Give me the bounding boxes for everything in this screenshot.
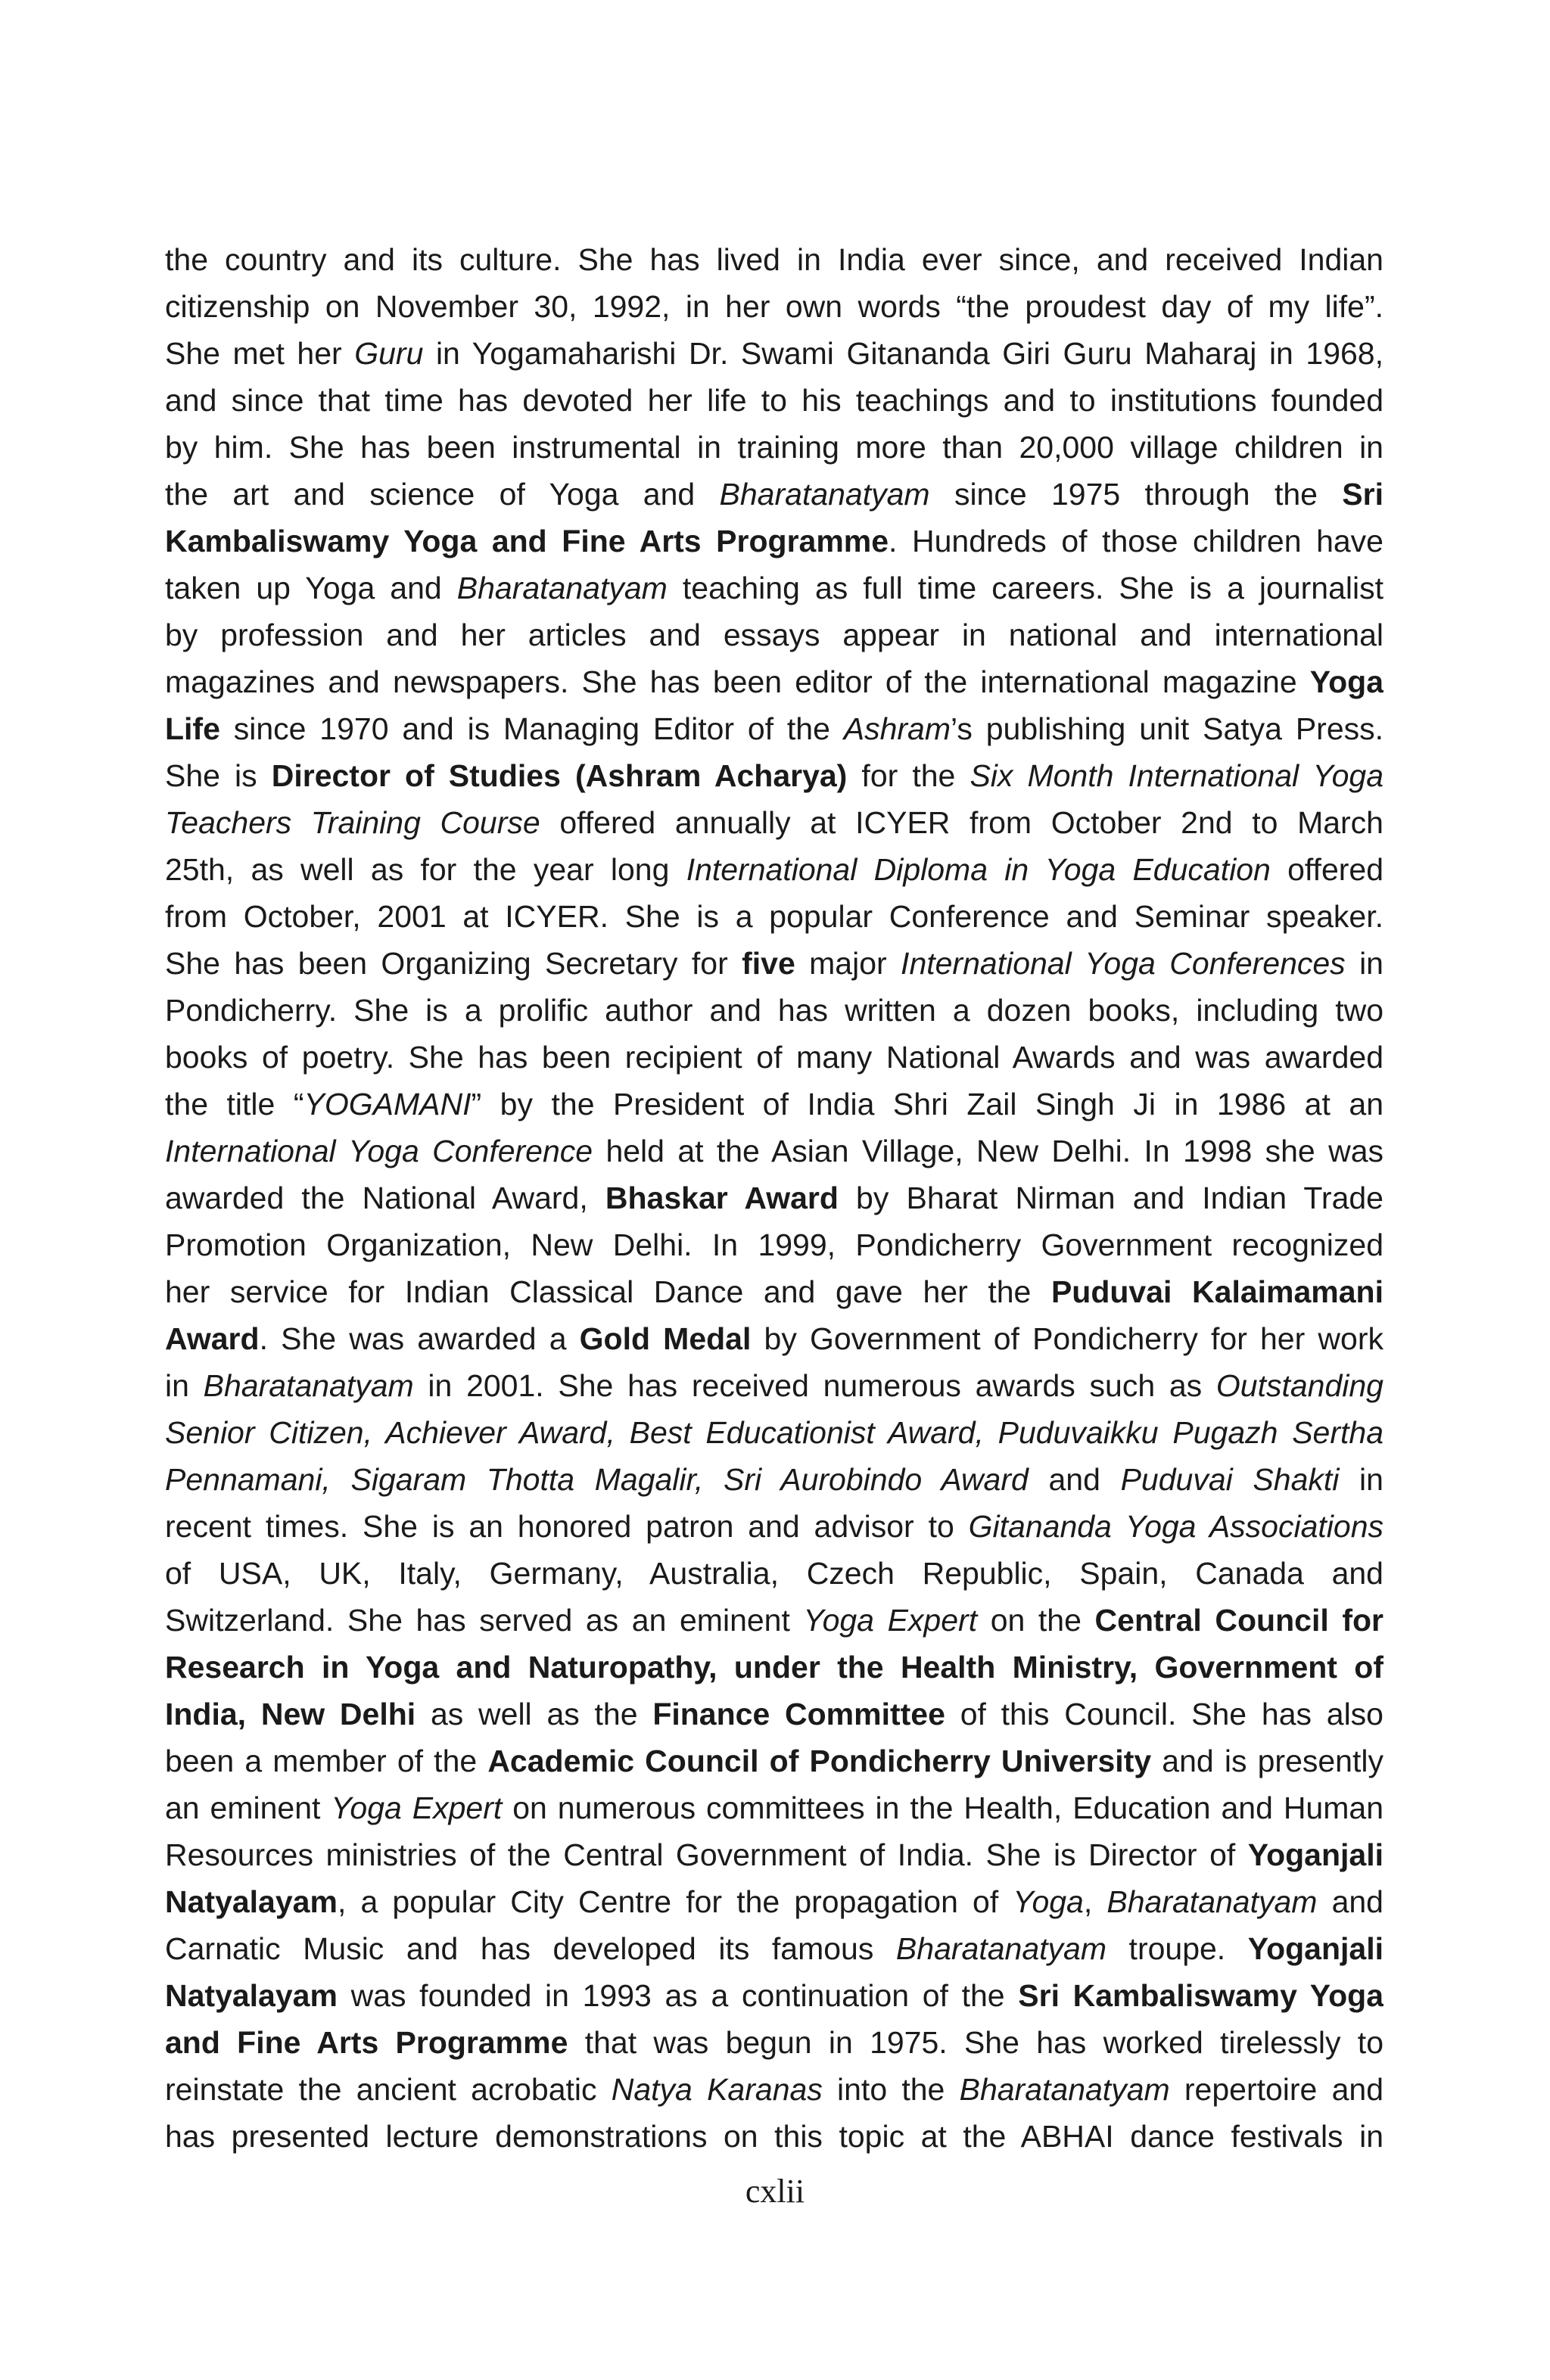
page-number: cxlii <box>745 2173 805 2210</box>
text-run: in <box>1345 946 1383 981</box>
text-run: reinstate the ancient acrobatic <box>165 2072 612 2107</box>
text-line <box>165 1550 1383 1597</box>
italic-text: Bharatanatyam <box>895 1931 1106 1966</box>
bold-text: Academic Council of Pondicherry University <box>487 1744 1152 1778</box>
text-run: in Yogamaharishi Dr. Swami Gitananda Giri Guru Maharaj in 1968, <box>423 336 1383 371</box>
text-run: citizenship on November 30, 1992, in her own words “the proudest day of my life”. <box>165 289 1383 324</box>
bold-text: Kambaliswamy Yoga and Fine Arts Programme <box>165 524 889 558</box>
italic-text: Yoga <box>1013 1884 1084 1919</box>
text-run: in 2001. She has received numerous awards such as <box>413 1368 1216 1403</box>
text-line <box>165 1738 1383 1784</box>
text-run: books of poetry. She has been recipient of many National Awards and was awarded <box>165 1040 1383 1075</box>
text-run: of USA, UK, Italy, Germany, Australia, Czech Republic, Spain, Canada and <box>165 1556 1383 1591</box>
text-line <box>165 987 1383 1034</box>
text-run: as well as the <box>416 1697 653 1731</box>
text-line <box>165 940 1383 987</box>
text-run: She met her <box>165 336 355 371</box>
text-line <box>165 705 1383 752</box>
text-run: by Bharat Nirman and Indian Trade <box>838 1181 1383 1215</box>
italic-text: International Yoga Conferences <box>901 946 1346 981</box>
text-run: recent times. She is an honored patron and advisor to <box>165 1509 969 1544</box>
italic-text: Gitananda Yoga Associations <box>968 1509 1383 1544</box>
text-line <box>165 283 1383 330</box>
text-run: Resources ministries of the Central Government of India. She is Director of <box>165 1837 1248 1872</box>
text-run: by him. She has been instrumental in training more than 20,000 village children in <box>165 430 1383 465</box>
text-run: magazines and newspapers. She has been editor of the international magazine <box>165 664 1310 699</box>
text-run: has presented lecture demonstrations on this topic at the ABHAI dance festivals in <box>165 2119 1383 2154</box>
text-line <box>165 377 1383 424</box>
italic-text: Pennamani, Sigaram Thotta Magalir, Sri Aurobindo Award <box>165 1462 1029 1497</box>
text-line <box>165 1268 1383 1315</box>
text-run: ’s publishing unit Satya Press. <box>951 711 1383 746</box>
italic-text: Bharatanatyam <box>959 2072 1170 2107</box>
text-run: that was begun in 1975. She has worked tirelessly to <box>568 2025 1383 2060</box>
text-line <box>165 1128 1383 1174</box>
text-run: ” by the President of India Shri Zail Singh Ji in 1986 at an <box>471 1087 1383 1122</box>
text-run: since 1970 and is Managing Editor of the <box>219 711 844 746</box>
bold-text: Research in Yoga and Naturopathy, under the Health Ministry, Government of <box>165 1650 1383 1685</box>
italic-text: Ashram <box>843 711 951 746</box>
text-run: She is <box>165 758 272 793</box>
text-run: the title “ <box>165 1087 304 1122</box>
text-line <box>165 1409 1383 1456</box>
text-run: teaching as full time careers. She is a journalist <box>667 571 1383 605</box>
text-run: by profession and her articles and essays appear in national and international <box>165 618 1383 652</box>
text-run: . She was awarded a <box>259 1321 580 1356</box>
italic-text: Natya Karanas <box>611 2072 823 2107</box>
text-run: offered <box>1270 852 1383 887</box>
text-line <box>165 1362 1383 1409</box>
text-line <box>165 1691 1383 1738</box>
text-run: in <box>165 1368 204 1403</box>
italic-text: International Diploma in Yoga Education <box>686 852 1271 887</box>
text-run: Carnatic Music and has developed its famous <box>165 1931 896 1966</box>
text-run: Switzerland. She has served as an eminent <box>165 1603 804 1638</box>
bold-text: Yoga <box>1309 664 1383 699</box>
bold-text: Finance Committee <box>652 1697 945 1731</box>
italic-text: Six Month International Yoga <box>970 758 1383 793</box>
text-line <box>165 1784 1383 1831</box>
text-run: was founded in 1993 as a continuation of the <box>337 1978 1019 2013</box>
text-run: repertoire and <box>1169 2072 1383 2107</box>
text-run: troupe. <box>1106 1931 1248 1966</box>
text-run: an eminent <box>165 1790 331 1825</box>
bold-text: and Fine Arts Programme <box>165 2025 568 2060</box>
text-line <box>165 611 1383 658</box>
text-line <box>165 1972 1383 2019</box>
italic-text: Bharatanatyam <box>719 477 930 512</box>
italic-text: Guru <box>354 336 424 371</box>
bold-text: Director of Studies (Ashram Acharya) <box>271 758 848 793</box>
text-line <box>165 1221 1383 1268</box>
text-run: been a member of the <box>165 1744 488 1778</box>
text-line <box>165 236 1383 283</box>
text-line <box>165 846 1383 893</box>
bold-text: Sri Kambaliswamy Yoga <box>1018 1978 1383 2013</box>
italic-text: International Yoga Conference <box>165 1134 593 1168</box>
bold-text: Natyalayam <box>165 1884 338 1919</box>
text-run: held at the Asian Village, New Delhi. In 1998 she was <box>593 1134 1383 1168</box>
text-line <box>165 424 1383 471</box>
italic-text: Bharatanatyam <box>456 571 668 605</box>
text-line <box>165 518 1383 565</box>
italic-text: Bharatanatyam <box>203 1368 414 1403</box>
text-run: her service for Indian Classical Dance and gave her the <box>165 1274 1051 1309</box>
bold-text: Puduvai Kalaimamani <box>1050 1274 1383 1309</box>
italic-text: Yoga Expert <box>331 1790 503 1825</box>
text-run: Promotion Organization, New Delhi. In 1999, Pondicherry Government recognized <box>165 1227 1383 1262</box>
text-run: and <box>1028 1462 1121 1497</box>
text-run: on numerous committees in the Health, Education and Human <box>502 1790 1383 1825</box>
bold-text: Bhaskar Award <box>605 1181 839 1215</box>
text-run: She has been Organizing Secretary for <box>165 946 742 981</box>
text-line <box>165 1831 1383 1878</box>
text-run: into the <box>822 2072 960 2107</box>
text-line <box>165 2113 1383 2160</box>
text-run: in <box>1339 1462 1383 1497</box>
italic-text: Yoga Expert <box>803 1603 978 1638</box>
bold-text: Central Council for <box>1094 1603 1383 1638</box>
bold-text: Yoganjali <box>1247 1931 1383 1966</box>
text-line <box>165 1878 1383 1925</box>
italic-text: Senior Citizen, Achiever Award, Best Educationist Award, Puduvaikku Pugazh Sertha <box>165 1415 1383 1450</box>
bold-text: Natyalayam <box>165 1978 338 2013</box>
text-run: by Government of Pondicherry for her work <box>751 1321 1383 1356</box>
text-line <box>165 565 1383 611</box>
bold-text: Award <box>165 1321 260 1356</box>
italic-text: YOGAMANI <box>303 1087 472 1122</box>
text-line <box>165 1034 1383 1081</box>
text-run: offered annually at ICYER from October 2nd to March <box>540 805 1383 840</box>
text-run: on the <box>977 1603 1095 1638</box>
text-line <box>165 1456 1383 1503</box>
bold-text: Sri <box>1342 477 1383 512</box>
text-run: 25th, as well as for the year long <box>165 852 686 887</box>
text-run: the country and its culture. She has lived in India ever since, and received Indian <box>165 242 1383 277</box>
italic-text: Teachers Training Course <box>165 805 540 840</box>
text-run: awarded the National Award, <box>165 1181 605 1215</box>
text-line <box>165 1315 1383 1362</box>
text-line <box>165 799 1383 846</box>
text-run: , a popular City Centre for the propagation of <box>337 1884 1013 1919</box>
italic-text: Bharatanatyam <box>1106 1884 1318 1919</box>
bold-text: five <box>742 946 795 981</box>
text-line <box>165 658 1383 705</box>
text-run: since 1975 through the <box>929 477 1343 512</box>
text-line <box>165 330 1383 377</box>
text-run: . Hundreds of those children have <box>889 524 1383 558</box>
text-run: and <box>1317 1884 1383 1919</box>
text-run: of this Council. She has also <box>945 1697 1383 1731</box>
text-run: the art and science of Yoga and <box>165 477 720 512</box>
text-run: and is presently <box>1151 1744 1383 1778</box>
text-run: and since that time has devoted her life to his teachings and to institutions founded <box>165 383 1383 418</box>
text-run: from October, 2001 at ICYER. She is a popular Conference and Seminar speaker. <box>165 899 1383 934</box>
text-line <box>165 2066 1383 2113</box>
bold-text: Gold Medal <box>579 1321 752 1356</box>
body-text <box>165 236 1383 2160</box>
bold-text: Life <box>165 711 220 746</box>
text-line <box>165 471 1383 518</box>
italic-text: Outstanding <box>1215 1368 1383 1403</box>
text-line <box>165 752 1383 799</box>
text-line <box>165 893 1383 940</box>
text-run: major <box>795 946 901 981</box>
text-run: , <box>1083 1884 1107 1919</box>
bold-text: India, New Delhi <box>165 1697 416 1731</box>
text-line <box>165 1081 1383 1128</box>
text-line <box>165 1503 1383 1550</box>
italic-text: Puduvai Shakti <box>1120 1462 1340 1497</box>
text-line <box>165 1597 1383 1644</box>
text-line <box>165 1174 1383 1221</box>
text-line <box>165 1644 1383 1691</box>
text-run: for the <box>847 758 970 793</box>
text-line <box>165 2019 1383 2066</box>
text-run: Pondicherry. She is a prolific author and has written a dozen books, including two <box>165 993 1383 1028</box>
text-run: taken up Yoga and <box>165 571 457 605</box>
text-line <box>165 1925 1383 1972</box>
bold-text: Yoganjali <box>1247 1837 1383 1872</box>
